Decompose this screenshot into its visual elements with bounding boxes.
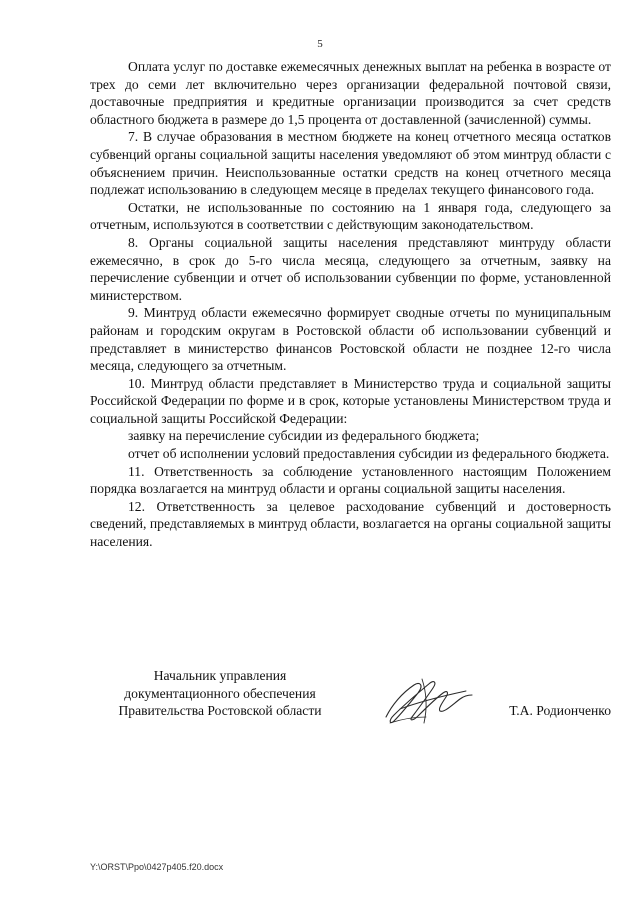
- paragraph-remaining-balances: Остатки, не использованные по состоянию на 1 января года, следующего за отчетным, используются в соответствии с действующим законодательством.: [90, 199, 611, 233]
- paragraph-item-9: 9. Минтруд области ежемесячно формирует сводные отчеты по муниципальным районам и городским округам в Ростовской области об использовании субвенций и представляет в министерство финансов Ростовской области не позднее 12-го числа месяца, следующего за отчетным.: [90, 305, 611, 374]
- signatory-title-line: Правительства Ростовской области: [118, 703, 322, 719]
- paragraph-item-12: 12. Ответственность за целевое расходование субвенций и достоверность сведений, представляемых в минтруд области, возлагается на органы социальной защиты населения.: [90, 498, 611, 550]
- paragraph-subsidy-report: отчет об исполнении условий предоставления субсидии из федерального бюджета.: [128, 446, 610, 462]
- document-body: [90, 58, 611, 551]
- signature-block: [90, 667, 611, 737]
- signatory-name: Т.А. Родионченко: [509, 703, 611, 718]
- paragraph-item-11: 11. Ответственность за соблюдение установленного настоящим Положением порядка возлагается на минтруд области и органы социальной защиты населения.: [90, 463, 611, 497]
- page-number: 5: [317, 38, 323, 50]
- paragraph-delivery-payment: Оплата услуг по доставке ежемесячных денежных выплат на ребенка в возрасте от трех до семи лет включительно через организации федеральной почтовой связи, доставочные предприятия и кредитные организации производится за счет средств областного бюджета в размере до 1,5 процента от доставленной (зачисленной) суммы.: [90, 59, 611, 127]
- paragraph-item-8: 8. Органы социальной защиты населения представляют минтруду области ежемесячно, в срок до 5-го числа месяца, следующего за отчетным, заявку на перечисление субвенции и отчет об использовании субвенции по форме, установленной министерством.: [90, 234, 611, 303]
- paragraph-item-7: 7. В случае образования в местном бюджете на конец отчетного месяца остатков субвенций органы социальной защиты населения уведомляют об этом минтруд области с объяснением причин. Неиспользованные остатки средств на конец отчетного месяца подлежат использованию в следующем месяце в пределах текущего финансового года.: [90, 129, 611, 198]
- signatory-title-line: Начальник управления: [153, 668, 287, 683]
- paragraph-subsidy-request: заявку на перечисление субсидии из федерального бюджета;: [128, 428, 480, 444]
- handwritten-signature: [380, 671, 475, 731]
- paragraph-item-10: 10. Минтруд области представляет в Министерство труда и социальной защиты Российской Федерации по форме и в срок, которые установлены Министерством труда и социальной защиты Российской Федерации:: [90, 375, 611, 426]
- signatory-title: [90, 667, 350, 720]
- file-path-footer: Y:\ORST\Ppo\0427p405.f20.docx: [90, 862, 224, 872]
- signatory-title-line: документационного обеспечения: [124, 685, 316, 701]
